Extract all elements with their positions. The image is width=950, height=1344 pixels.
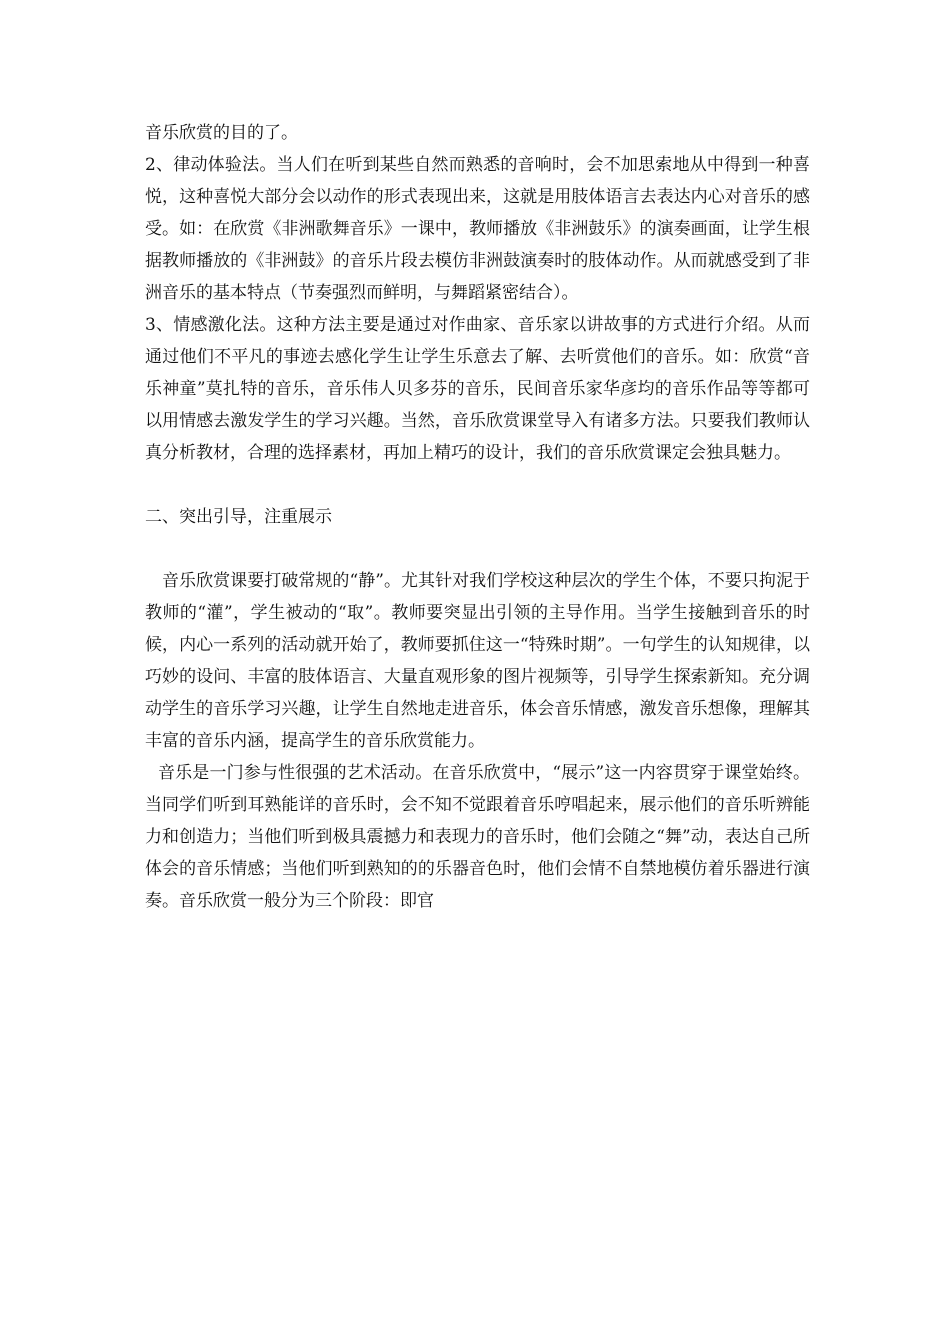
paragraph-emotion-method: 3、情感激化法。这种方法主要是通过对作曲家、音乐家以讲故事的方式进行介绍。从而通过他们不平凡的事迹去感化学生让学生乐意去了解、去听赏他们的音乐。如：欣赏“音乐神童”莫扎特的音乐，音乐伟人贝多芬的音乐，民间音乐家华彦均的音乐作品等等都可以用情感去激发学生的学习兴趣。当然，音乐欣赏课堂导入有诸多方法。只要我们教师认真分析教材，合理的选择素材，再加上精巧的设计，我们的音乐欣赏课定会独具魅力。 <box>145 315 810 463</box>
paragraph-display: 音乐是一门参与性很强的艺术活动。在音乐欣赏中，“展示”这一内容贯穿于课堂始终。当同学们听到耳熟能详的音乐时，会不知不觉跟着音乐哼唱起来，展示他们的音乐听辨能力和创造力；当他们听到极具震撼力和表现力的音乐时，他们会随之“舞”动，表达自己所体会的音乐情感；当他们听到熟知的的乐器音色时，他们会情不自禁地模仿着乐器进行演奏。音乐欣赏一般分为三个阶段：即官 <box>145 763 810 911</box>
section-heading: 二、突出引导，注重展示 <box>145 507 332 527</box>
paragraph-guidance: 音乐欣赏课要打破常规的“静”。尤其针对我们学校这种层次的学生个体，不要只拘泥于教师的“灌”，学生被动的“取”。教师要突显出引领的主导作用。当学生接触到音乐的时候，内心一系列的活动就开始了，教师要抓住这一“特殊时期”。一句学生的认知规律，以巧妙的设问、丰富的肢体语言、大量直观形象的图片视频等，引导学生探索新知。充分调动学生的音乐学习兴趣，让学生自然地走进音乐，体会音乐情感，激发音乐想像，理解其丰富的音乐内涵，提高学生的音乐欣赏能力。 <box>145 571 810 751</box>
document-page <box>145 117 810 917</box>
paragraph-rhythm-method: 2、律动体验法。当人们在听到某些自然而熟悉的音响时，会不加思索地从中得到一种喜悦，这种喜悦大部分会以动作的形式表现出来，这就是用肢体语言去表达内心对音乐的感受。如：在欣赏《非洲歌舞音乐》一课中，教师播放《非洲鼓乐》的演奏画面，让学生根据教师播放的《非洲鼓》的音乐片段去模仿非洲鼓演奏时的肢体动作。从而就感受到了非洲音乐的基本特点（节奏强烈而鲜明，与舞蹈紧密结合）。 <box>145 155 810 303</box>
paragraph-continuation: 音乐欣赏的目的了。 <box>145 123 298 143</box>
